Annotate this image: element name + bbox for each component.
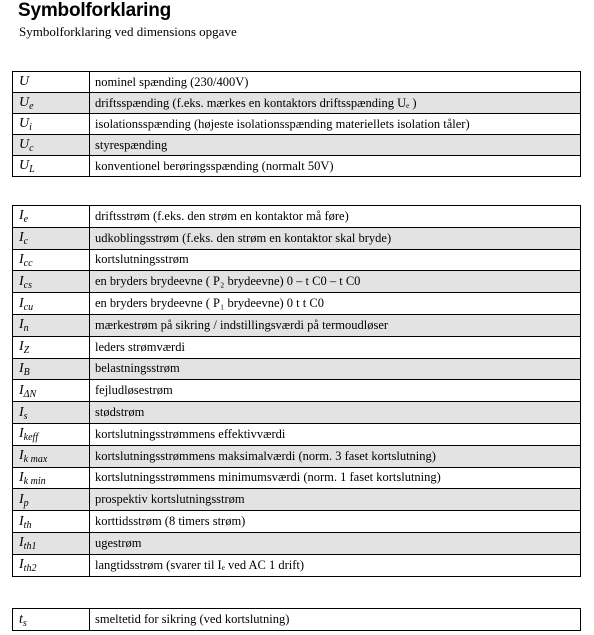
symbol-row <box>13 293 581 315</box>
symbol-description: kortslutningsstrømmens effektivværdi <box>90 423 581 445</box>
symbol-cell <box>13 358 90 380</box>
symbol-subscript: p <box>23 497 29 509</box>
symbol-description: smeltetid for sikring (ved kortslutning) <box>90 609 581 631</box>
symbol-description: langtidsstrøm (svarer til Iₑ ved AC 1 drift) <box>90 554 581 576</box>
symbol-description: prospektiv kortslutningsstrøm <box>90 489 581 511</box>
symbol-cell <box>13 532 90 554</box>
page-title: Symbolforklaring <box>18 0 172 21</box>
symbol-subscript: cu <box>23 301 34 313</box>
symbol-row <box>13 336 581 358</box>
symbol-base: I <box>19 360 24 376</box>
symbol-row <box>13 271 581 293</box>
symbol-base: I <box>19 382 24 398</box>
page-subtitle: Symbolforklaring ved dimensions opgave <box>19 24 237 39</box>
symbol-description: en bryders brydeevne ( P₁ brydeevne) 0 t t C0 <box>90 293 581 315</box>
symbol-base: I <box>19 469 24 485</box>
symbol-cell <box>13 271 90 293</box>
symbol-cell <box>13 609 90 631</box>
symbol-cell <box>13 402 90 424</box>
symbol-row <box>13 402 581 424</box>
symbol-subscript: i <box>29 122 32 133</box>
symbol-description: konventionel berøringsspænding (normalt 50V) <box>90 156 581 177</box>
symbol-base: I <box>19 535 24 551</box>
symbol-row <box>13 249 581 271</box>
time-symbol-table <box>12 608 581 631</box>
symbol-subscript: L <box>29 164 35 175</box>
symbol-description: kortslutningsstrømmens maksimalværdi (norm. 3 faset kortslutning) <box>90 445 581 467</box>
symbol-base: I <box>19 251 24 267</box>
symbol-subscript: cs <box>23 279 33 291</box>
symbol-row <box>13 114 581 135</box>
symbol-description: kortslutningsstrømmens minimumsværdi (norm. 1 faset kortslutning) <box>90 467 581 489</box>
symbol-cell <box>13 114 90 135</box>
symbol-base: I <box>19 273 24 289</box>
symbol-base: I <box>19 230 24 246</box>
symbol-subscript: e <box>23 214 29 226</box>
symbol-description: ugestrøm <box>90 532 581 554</box>
symbol-row <box>13 206 581 228</box>
symbol-base: U <box>19 158 30 173</box>
symbol-subscript: c <box>23 236 29 248</box>
symbol-base: U <box>19 95 30 110</box>
symbol-cell <box>13 135 90 156</box>
symbol-row <box>13 358 581 380</box>
symbol-cell <box>13 423 90 445</box>
symbol-cell <box>13 489 90 511</box>
symbol-base: I <box>19 208 24 224</box>
symbol-subscript: k max <box>23 454 48 466</box>
symbol-subscript: s <box>22 617 27 629</box>
symbol-cell <box>13 380 90 402</box>
symbol-base: I <box>19 557 24 573</box>
symbol-base: I <box>19 317 24 333</box>
symbol-cell <box>13 336 90 358</box>
symbol-description: mærkestrøm på sikring / indstillingsværdi på termoudløser <box>90 314 581 336</box>
symbol-base: I <box>19 513 24 529</box>
symbol-cell <box>13 293 90 315</box>
symbol-description: driftsspænding (f.eks. mærkes en kontaktors driftsspænding Uₑ ) <box>90 93 581 114</box>
symbol-row <box>13 489 581 511</box>
symbol-cell <box>13 314 90 336</box>
symbol-row <box>13 72 581 93</box>
symbol-base: I <box>19 448 24 464</box>
symbol-row <box>13 156 581 177</box>
symbol-cell <box>13 93 90 114</box>
symbol-row <box>13 380 581 402</box>
symbol-cell <box>13 156 90 177</box>
symbol-cell <box>13 467 90 489</box>
symbol-subscript: Z <box>23 345 30 357</box>
symbol-subscript: e <box>29 101 34 112</box>
symbol-description: belastningsstrøm <box>90 358 581 380</box>
symbol-description: korttidsstrøm (8 timers strøm) <box>90 511 581 533</box>
symbol-row <box>13 423 581 445</box>
symbol-row <box>13 467 581 489</box>
symbol-subscript: c <box>29 143 34 154</box>
symbol-row <box>13 227 581 249</box>
symbol-subscript: cc <box>23 257 33 269</box>
symbol-row <box>13 135 581 156</box>
symbol-base: I <box>19 339 24 355</box>
symbol-row <box>13 532 581 554</box>
symbol-base: U <box>19 74 30 89</box>
symbol-description: leders strømværdi <box>90 336 581 358</box>
symbol-subscript: B <box>23 366 30 378</box>
current-symbol-table <box>12 205 581 577</box>
symbol-description: nominel spænding (230/400V) <box>90 72 581 93</box>
symbol-row <box>13 511 581 533</box>
symbol-row <box>13 93 581 114</box>
symbol-base: U <box>19 137 30 152</box>
symbol-base: t <box>19 611 23 627</box>
symbol-row <box>13 609 581 631</box>
symbol-row <box>13 445 581 467</box>
symbol-cell <box>13 249 90 271</box>
symbol-description: en bryders brydeevne ( P₂ brydeevne) 0 – t C0 – t C0 <box>90 271 581 293</box>
symbol-subscript: k min <box>23 475 46 487</box>
symbol-subscript: n <box>23 323 29 335</box>
symbol-subscript: th <box>23 519 32 531</box>
symbol-subscript: ΔN <box>23 388 37 400</box>
symbol-subscript: th2 <box>23 563 37 575</box>
symbol-cell <box>13 227 90 249</box>
voltage-symbol-table <box>12 71 581 177</box>
symbol-description: fejludløsestrøm <box>90 380 581 402</box>
symbol-description: kortslutningsstrøm <box>90 249 581 271</box>
symbol-subscript: th1 <box>23 541 37 553</box>
symbol-base: I <box>19 426 24 442</box>
symbol-description: styrespænding <box>90 135 581 156</box>
symbol-cell <box>13 445 90 467</box>
symbol-cell <box>13 554 90 576</box>
symbol-base: I <box>19 295 24 311</box>
symbol-cell <box>13 206 90 228</box>
symbol-subscript: s <box>23 410 28 422</box>
symbol-description: driftsstrøm (f.eks. den strøm en kontaktor må føre) <box>90 206 581 228</box>
symbol-row <box>13 314 581 336</box>
symbol-description: stødstrøm <box>90 402 581 424</box>
symbol-base: I <box>19 491 24 507</box>
symbol-base: U <box>19 116 30 131</box>
symbol-description: isolationsspænding (højeste isolationsspænding materiellets isolation tåler) <box>90 114 581 135</box>
symbol-cell <box>13 72 90 93</box>
symbol-subscript: keff <box>23 432 39 444</box>
symbol-row <box>13 554 581 576</box>
symbol-base: I <box>19 404 24 420</box>
symbol-cell <box>13 511 90 533</box>
symbol-description: udkoblingsstrøm (f.eks. den strøm en kontaktor skal bryde) <box>90 227 581 249</box>
